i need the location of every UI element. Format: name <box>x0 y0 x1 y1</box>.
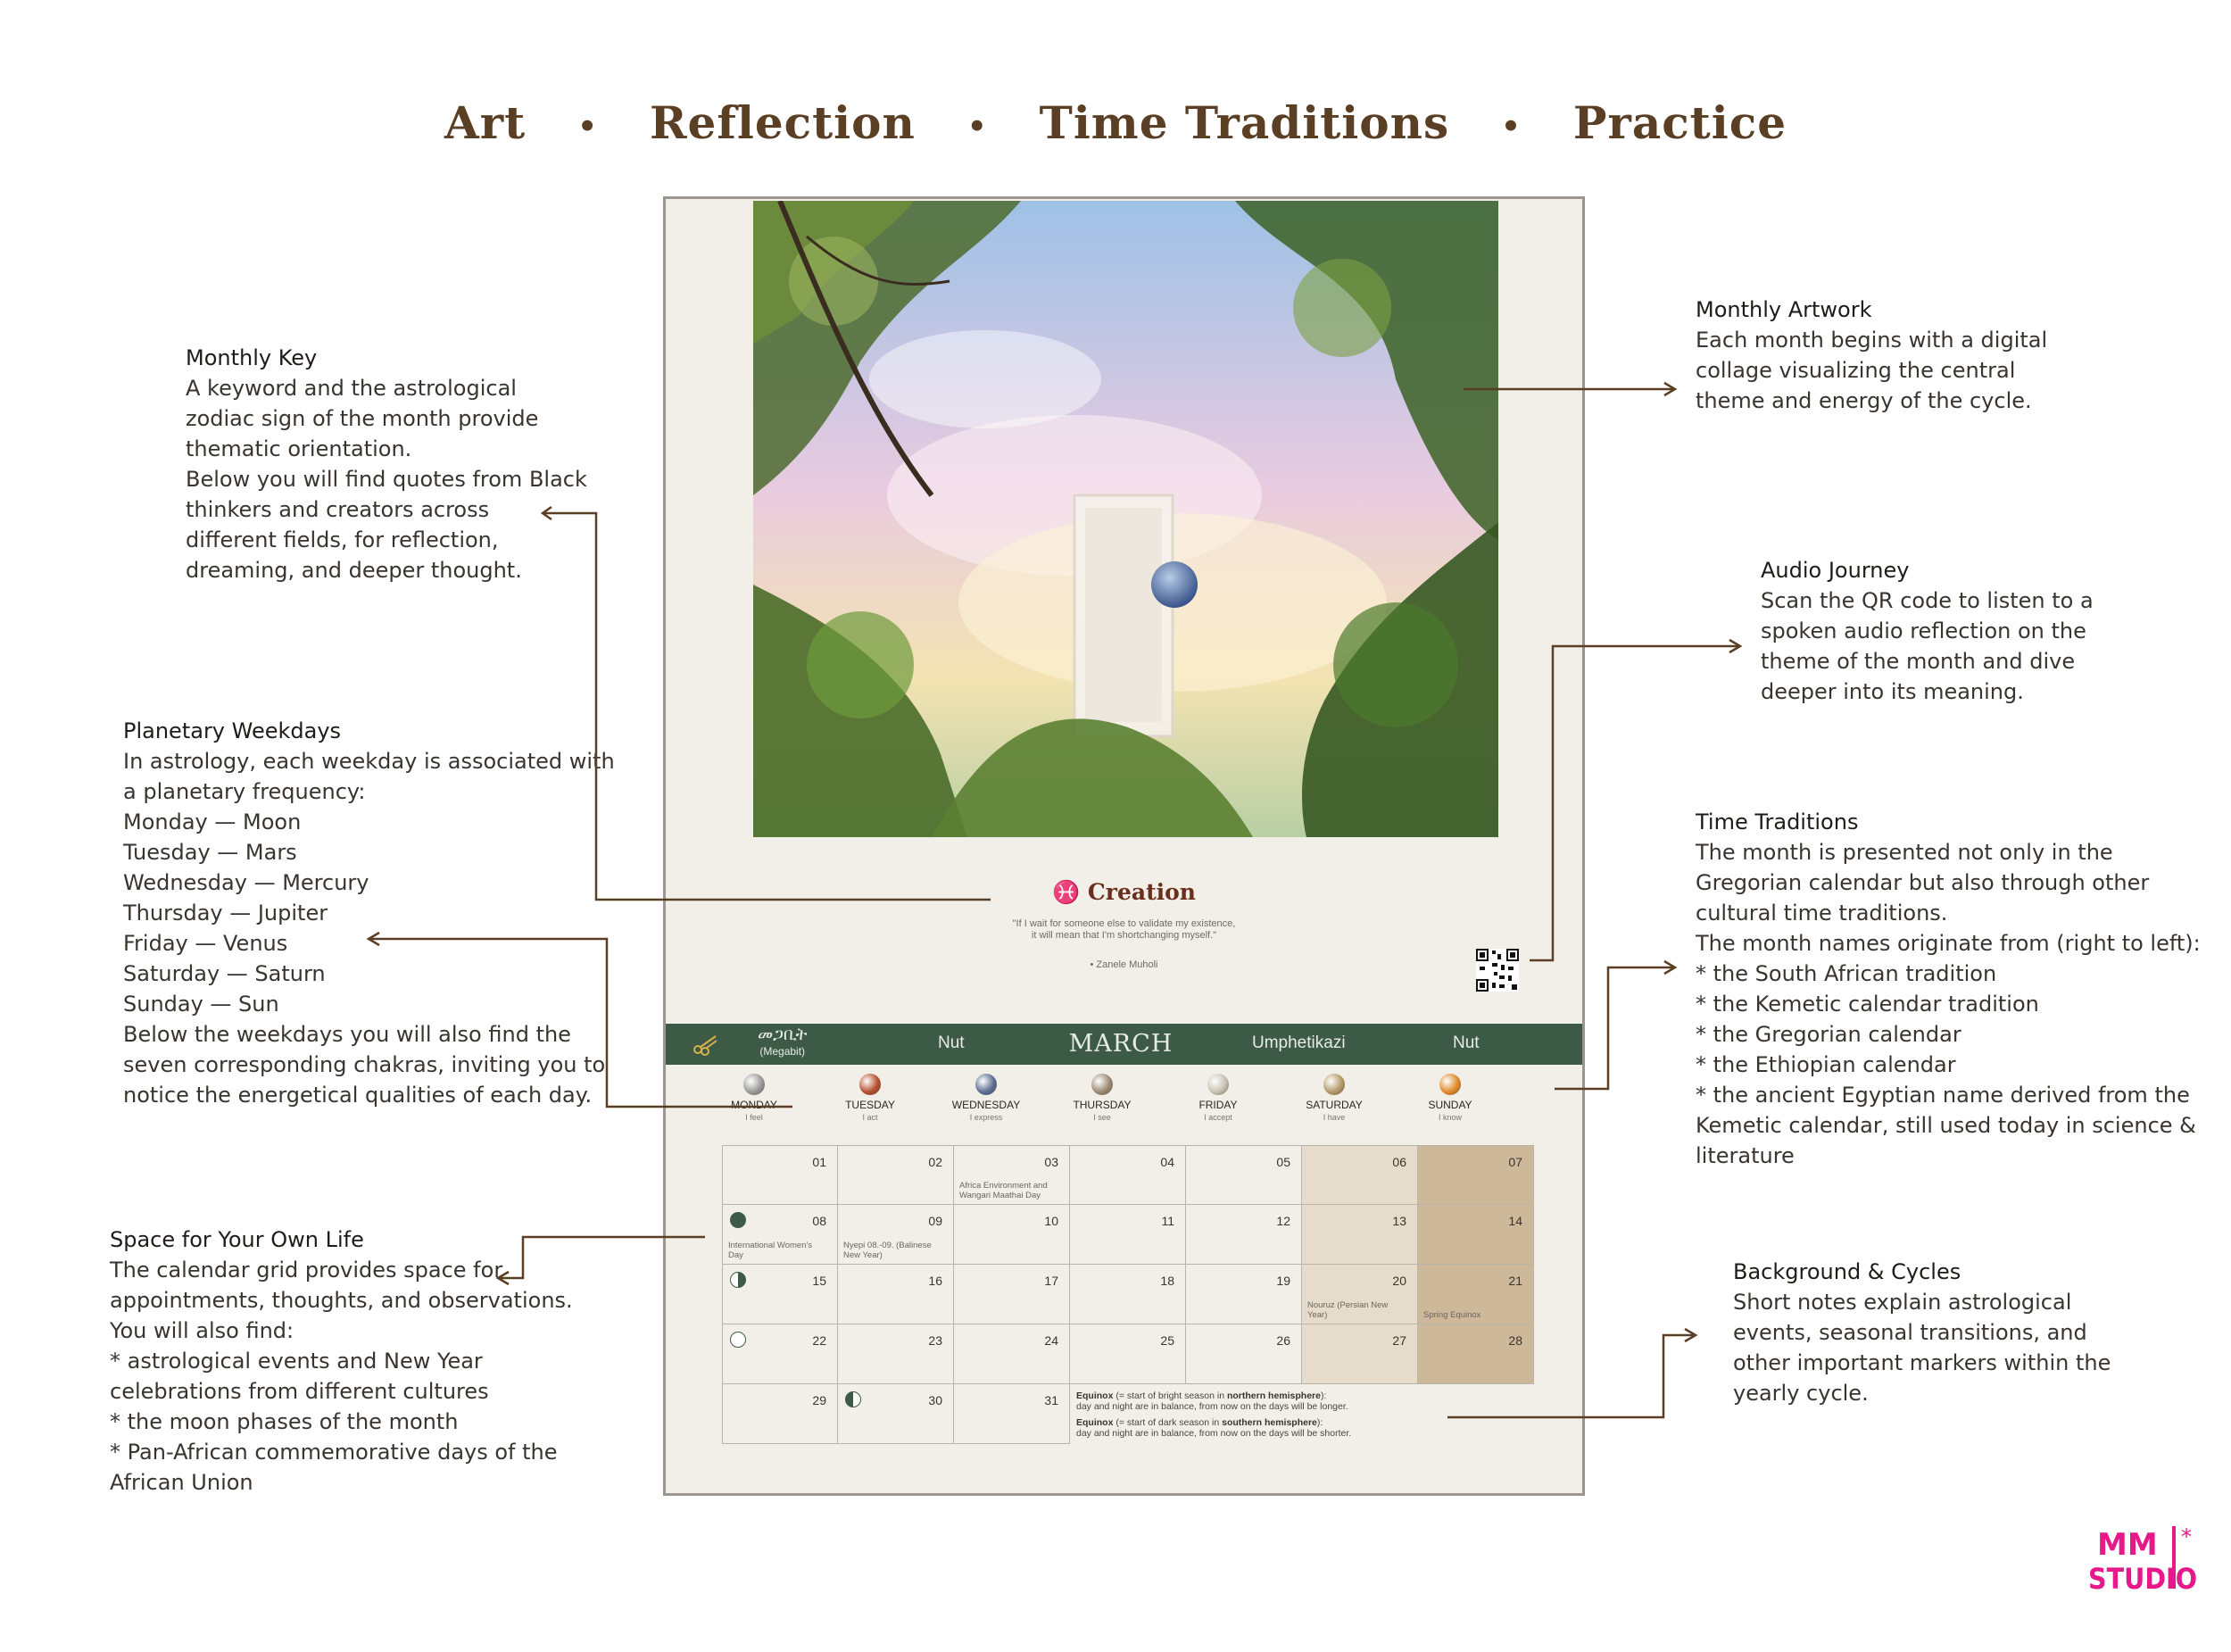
day-number: 21 <box>1508 1274 1522 1288</box>
chakra-affirmation: I accept <box>1204 1113 1232 1122</box>
chakra-affirmation: I express <box>969 1113 1003 1122</box>
annotation-line: events, seasonal transitions, and <box>1733 1320 2087 1345</box>
day-number: 02 <box>928 1155 942 1169</box>
quote-author: • Zanele Muholi <box>1090 959 1158 970</box>
annotation-line: * the Ethiopian calendar <box>1696 1052 1956 1077</box>
annotation-line: * astrological events and New Year <box>110 1349 483 1374</box>
annotation-line: You will also find: <box>110 1318 294 1343</box>
chakra-affirmation: I feel <box>745 1113 763 1122</box>
south-african-month: Umphetikazi <box>1252 1034 1346 1052</box>
annotation-line: zodiac sign of the month provide <box>186 406 539 431</box>
annotation-line: thematic orientation. <box>186 436 412 461</box>
annotation-line: Sunday — Sun <box>123 992 279 1017</box>
annotation-line: Wednesday — Mercury <box>123 870 369 895</box>
svg-text:*: * <box>2181 1524 2192 1549</box>
day-number: 13 <box>1392 1214 1406 1228</box>
day-number: 09 <box>928 1214 942 1228</box>
annotation-line: Short notes explain astrological <box>1733 1290 2072 1315</box>
day-number: 20 <box>1392 1274 1406 1288</box>
arrow-planetary-weekdays <box>370 939 792 1107</box>
annotation-line: Tuesday — Mars <box>123 840 297 865</box>
quote-line: it will mean that I'm shortchanging myself." <box>1031 930 1217 941</box>
annotation-line: * the Kemetic calendar tradition <box>1696 992 2039 1017</box>
annotation-line: literature <box>1696 1143 1795 1168</box>
day-number: 08 <box>812 1214 826 1228</box>
header-item-practice: Practice <box>1572 96 1787 149</box>
chakra-affirmation: I have <box>1323 1113 1346 1122</box>
day-number: 26 <box>1276 1333 1290 1348</box>
annotation-title: Background & Cycles <box>1733 1259 1961 1284</box>
day-number: 12 <box>1276 1214 1290 1228</box>
arrow-monthly-key <box>544 513 991 900</box>
egyptian-month-right: Nut <box>1453 1034 1480 1052</box>
day-number: 04 <box>1160 1155 1174 1169</box>
weekday-name: TUESDAY <box>845 1099 895 1111</box>
header-bullet: • <box>1501 109 1522 145</box>
annotation-line: A keyword and the astrological <box>186 376 517 401</box>
day-number: 22 <box>812 1333 826 1348</box>
annotation-line: yearly cycle. <box>1733 1381 1869 1406</box>
day-number: 19 <box>1276 1274 1290 1288</box>
logo-text-bottom: STUDIO <box>2088 1562 2197 1596</box>
arrow-audio-journey <box>1530 646 1738 960</box>
annotation-title: Time Traditions <box>1696 809 1859 834</box>
annotation-line: * Pan-African commemorative days of the <box>110 1440 558 1465</box>
day-number: 18 <box>1160 1274 1174 1288</box>
gregorian-month: MARCH <box>1068 1030 1174 1058</box>
day-number: 01 <box>812 1155 826 1169</box>
arrow-space-for-life <box>500 1237 705 1278</box>
annotation-line: collage visualizing the central <box>1696 358 2016 383</box>
annotation-line: * the ancient Egyptian name derived from the <box>1696 1083 2190 1108</box>
annotation-line: * the South African tradition <box>1696 961 1997 986</box>
day-event: Nyepi 08.-09. (Balinese New Year) <box>843 1241 932 1260</box>
annotation-line: thinkers and creators across <box>186 497 490 522</box>
day-event: International Women's Day <box>728 1241 813 1260</box>
annotation-line: Gregorian calendar but also through other <box>1696 870 2150 895</box>
day-number: 17 <box>1044 1274 1058 1288</box>
arrow-time-traditions <box>1555 967 1673 1089</box>
day-number: 28 <box>1508 1333 1522 1348</box>
annotation-title: Space for Your Own Life <box>110 1227 364 1252</box>
annotation-line: * the Gregorian calendar <box>1696 1022 1961 1047</box>
chakra-affirmation: I see <box>1093 1113 1111 1122</box>
header-bullet: • <box>966 109 988 145</box>
weekday-name: SUNDAY <box>1428 1099 1472 1111</box>
chakra-affirmation: I act <box>862 1113 878 1122</box>
kemetic-month-left: Nut <box>938 1034 965 1052</box>
annotation-line: In astrology, each weekday is associated with <box>123 749 615 774</box>
annotation-title: Planetary Weekdays <box>123 718 342 743</box>
annotation-line: Below the weekdays you will also find the <box>123 1022 571 1047</box>
keyword-label: Creation <box>1087 879 1196 905</box>
day-number: 03 <box>1044 1155 1058 1169</box>
logo-text-top: MM <box>2097 1527 2158 1563</box>
pisces-icon: ♓ <box>1052 879 1081 905</box>
annotation-title: Audio Journey <box>1761 558 1910 583</box>
header-item-time-traditions: Time Traditions <box>1039 96 1450 149</box>
equinox-note-north: Equinox (= start of bright season in northern hemisphere): day and night are in balance, from now on the days will be longer. <box>1076 1391 1348 1412</box>
day-number: 06 <box>1392 1155 1406 1169</box>
day-event: Nouruz (Persian New Year) <box>1307 1300 1389 1320</box>
annotation-line: dreaming, and deeper thought. <box>186 558 522 583</box>
day-event: Spring Equinox <box>1423 1310 1481 1320</box>
day-number: 15 <box>812 1274 826 1288</box>
chakra-affirmation: I know <box>1438 1113 1462 1122</box>
annotation-line: The month names originate from (right to left): <box>1696 931 2201 956</box>
weekday-name: FRIDAY <box>1198 1099 1238 1111</box>
day-number: 05 <box>1276 1155 1290 1169</box>
annotation-line: celebrations from different cultures <box>110 1379 489 1404</box>
annotation-line: theme of the month and dive <box>1761 649 2076 674</box>
annotation-line: seven corresponding chakras, inviting you to <box>123 1052 606 1077</box>
day-number: 31 <box>1044 1393 1058 1407</box>
day-number: 14 <box>1508 1214 1522 1228</box>
header-item-art: Art <box>444 96 527 149</box>
day-number: 07 <box>1508 1155 1522 1169</box>
weekday-name: SATURDAY <box>1306 1099 1363 1111</box>
annotation-line: Saturday — Saturn <box>123 961 326 986</box>
annotation-line: deeper into its meaning. <box>1761 679 2024 704</box>
annotation-line: different fields, for reflection, <box>186 527 499 552</box>
annotation-line: notice the energetical qualities of each day. <box>123 1083 593 1108</box>
day-number: 23 <box>928 1333 942 1348</box>
arrow-background-cycles <box>1447 1335 1694 1417</box>
annotation-line: The calendar grid provides space for <box>110 1258 503 1283</box>
annotation-line: Each month begins with a digital <box>1696 328 2048 353</box>
day-number: 24 <box>1044 1333 1058 1348</box>
annotation-line: Monday — Moon <box>123 809 302 834</box>
annotation-line: Scan the QR code to listen to a <box>1761 588 2094 613</box>
annotation-title: Monthly Key <box>186 345 318 370</box>
annotation-line: Friday — Venus <box>123 931 288 956</box>
annotation-line: appointments, thoughts, and observations. <box>110 1288 573 1313</box>
weekday-name: MONDAY <box>731 1099 777 1111</box>
annotation-line: Below you will find quotes from Black <box>186 467 587 492</box>
day-number: 16 <box>928 1274 942 1288</box>
annotation-line: spoken audio reflection on the <box>1761 618 2086 643</box>
equinox-note-south: Equinox (= start of dark season in southern hemisphere): day and night are in balance, from now on the days will be shorter. <box>1076 1417 1352 1439</box>
header-item-reflection: Reflection <box>649 96 916 149</box>
ethiopian-month-translit: (Megabit) <box>759 1045 806 1058</box>
annotation-line: Kemetic calendar, still used today in science & <box>1696 1113 2196 1138</box>
mm-studio-logo <box>2085 1517 2201 1598</box>
annotation-line: * the moon phases of the month <box>110 1409 459 1434</box>
annotation-line: theme and energy of the cycle. <box>1696 388 2032 413</box>
header-bullet: • <box>577 109 598 145</box>
ethiopian-month-name: መጋቢት <box>758 1025 808 1044</box>
annotation-line: other important markers within the <box>1733 1350 2111 1375</box>
day-number: 27 <box>1392 1333 1406 1348</box>
annotation-line: African Union <box>110 1470 253 1495</box>
day-number: 10 <box>1044 1214 1058 1228</box>
annotation-line: a planetary frequency: <box>123 779 366 804</box>
day-number: 25 <box>1160 1333 1174 1348</box>
day-event: Africa Environment and Wangari Maathai Day <box>959 1181 1048 1200</box>
day-number: 11 <box>1161 1214 1174 1228</box>
quote-line: "If I wait for someone else to validate my existence, <box>1012 918 1236 929</box>
weekday-name: WEDNESDAY <box>951 1099 1021 1111</box>
weekday-name: THURSDAY <box>1073 1099 1132 1111</box>
day-number: 29 <box>812 1393 826 1407</box>
day-number: 30 <box>928 1393 942 1407</box>
annotation-line: The month is presented not only in the <box>1696 840 2113 865</box>
annotation-line: cultural time traditions. <box>1696 901 1948 926</box>
annotation-title: Monthly Artwork <box>1696 297 1872 322</box>
annotation-line: Thursday — Jupiter <box>123 901 328 926</box>
